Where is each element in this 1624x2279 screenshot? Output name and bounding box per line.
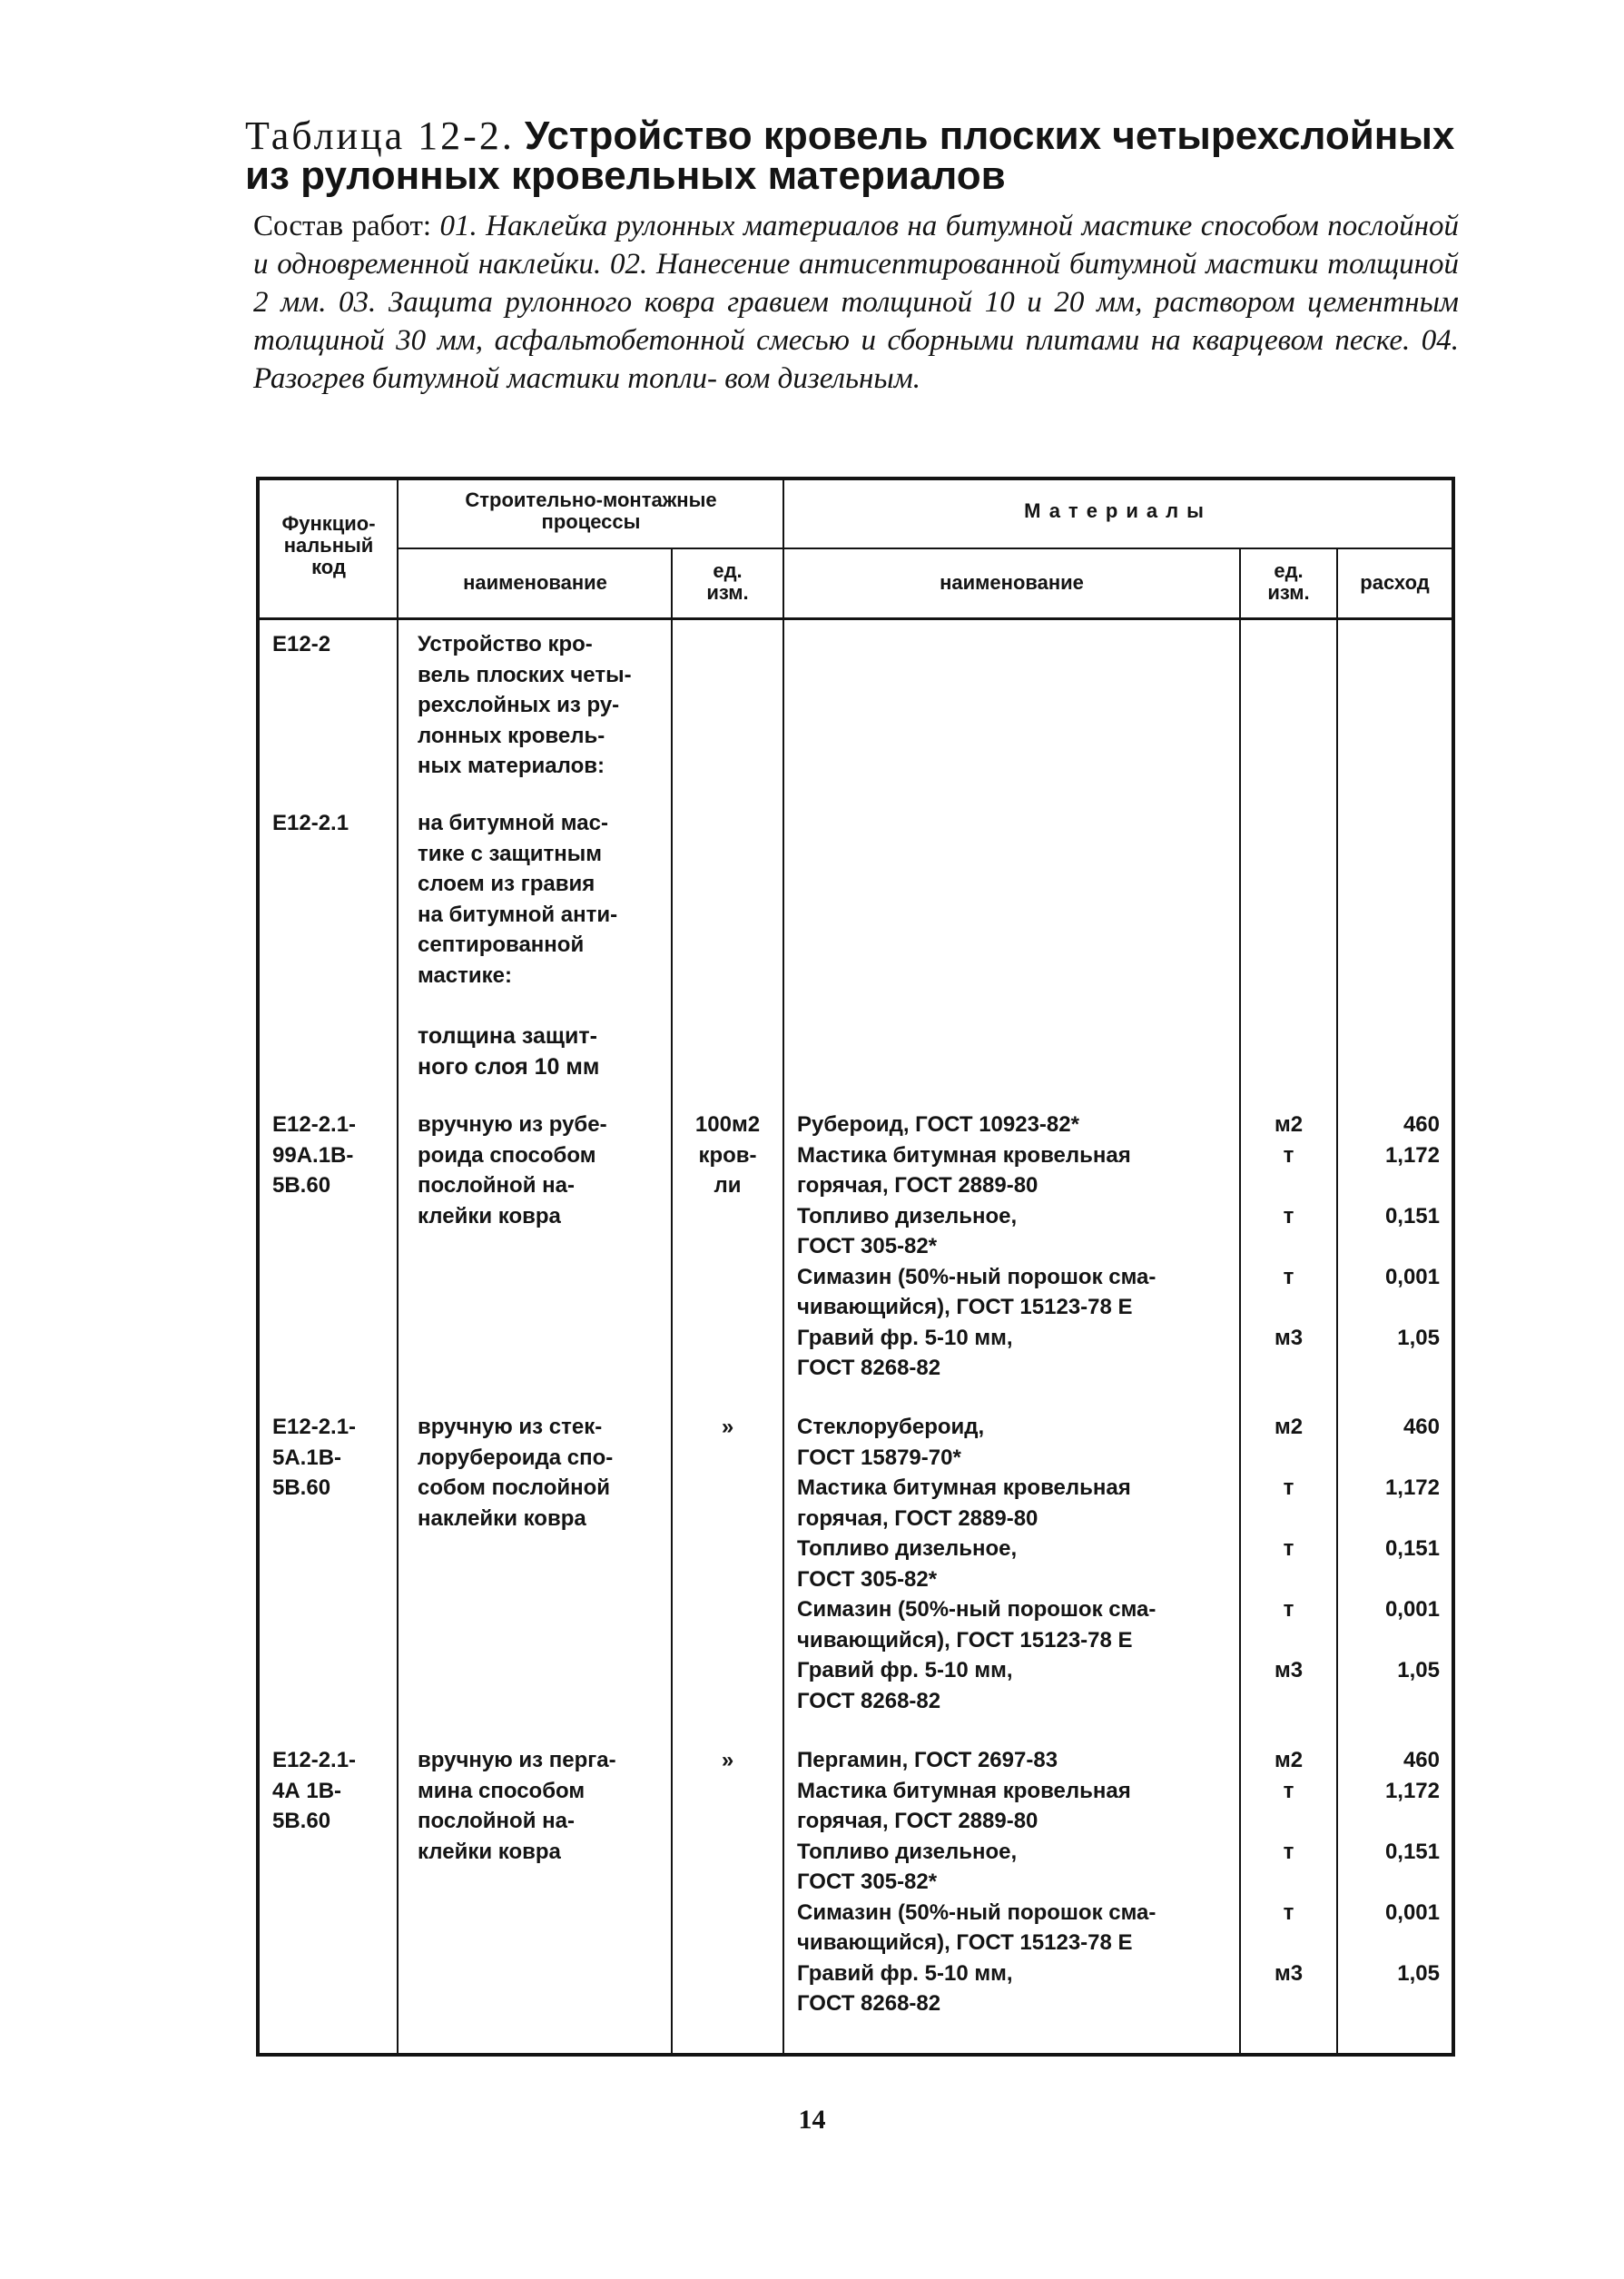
work-line: способом послойной и одновременной наклейки. 02. Нанесение антисептированной [253,210,1459,281]
work-line: и сборными плитами на кварцевом песке. 04. Разогрев битумной мастики топли- [253,324,1460,395]
process-name-cell: на битумной мас- тике с защитным слоем из гравия на битумной анти- септированной мастике: [418,811,618,988]
work-line: битумной мастики толщиной 2 мм. 03. Защита рулонного ковра гравием толщиной [253,248,1459,319]
table-label: Таблица 12-2. [245,113,515,158]
process-unit-cell: » [721,1415,734,1439]
table-border-top [256,477,1455,480]
code-cell: Е12-2 [272,632,331,656]
header-materials: Материалы [1024,499,1212,522]
code-cell: Е12-2.1- 99А.1В- 5В.60 [272,1112,357,1198]
thickness-subheading: толщина защит- ного слоя 10 мм [418,1023,600,1080]
work-line: 10 и 20 мм, раствором цементным толщиной 30 мм, асфальтобетонной смесью [253,286,1459,357]
work-line: 01. Наклейка рулонных материалов на битумной мастике [439,210,1193,242]
material-unit-cell: м2 т т т м3 [1274,1415,1304,1682]
work-label: Состав работ: [253,210,432,242]
table-border-bottom [256,2053,1455,2057]
work-description [253,207,1459,398]
header-mat-amount: расход [1360,571,1430,594]
material-amount-cell: 460 1,172 0,151 0,001 1,05 [1384,1112,1440,1350]
code-cell: Е12-2.1- 5А.1В- 5В.60 [272,1415,357,1500]
material-unit-cell: м2 т т т м3 [1274,1112,1304,1350]
col-line [671,548,673,2057]
process-unit-cell: 100м2 кров- ли [694,1112,761,1198]
table-border-left [256,477,260,2057]
process-unit-cell: » [721,1748,734,1772]
header-mat-unit: ед. изм. [1267,559,1310,604]
table-heading [245,113,1462,198]
material-name-cell: Рубероид, ГОСТ 10923-82* Мастика битумная кровельная горячая, ГОСТ 2889-80 Топливо дизельное, ГОСТ 305-82* Симазин (50%-ный порошок сма- чивающийся), ГОСТ 15123-78 Е Гравий фр. 5-10 мм, ГОСТ 8268-82 [797,1112,1156,1380]
header-mat-name: наименование [940,571,1084,594]
process-name-cell: вручную из стек- лорубероида спо- собом послойной наклейки ковра [418,1415,614,1531]
process-name-cell: вручную из перга- мина способом послойной на- клейки ковра [418,1748,616,1864]
header-proc-name: наименование [463,571,607,594]
norms-table [256,477,1455,2057]
table-title-line2: из рулонных кровельных материалов [245,153,1006,198]
material-amount-cell: 460 1,172 0,151 0,001 1,05 [1384,1415,1440,1682]
table-border-right [1452,477,1455,2057]
process-name-cell: вручную из рубе- роида способом послойной на- клейки ковра [418,1112,607,1228]
col-line [397,477,399,2057]
material-amount-cell: 460 1,172 0,151 0,001 1,05 [1384,1748,1440,1986]
code-cell: Е12-2.1- 4А 1В- 5В.60 [272,1748,357,1833]
page-number: 14 [798,2105,826,2135]
header-processes: Строительно-монтажные процессы [465,488,717,533]
table-title-line1: Устройство кровель плоских четырехслойных [524,113,1455,158]
material-name-cell: Пергамин, ГОСТ 2697-83 Мастика битумная кровельная горячая, ГОСТ 2889-80 Топливо дизельное, ГОСТ 305-82* Симазин (50%-ный порошок сма- чивающийся), ГОСТ 15123-78 Е Гравий фр. 5-10 мм, ГОСТ 8268-82 [797,1748,1156,2016]
code-cell: Е12-2.1 [272,811,349,835]
work-line: вом дизельным. [724,362,921,395]
header-code: Функцио- нальный код [281,512,376,578]
material-unit-cell: м2 т т т м3 [1274,1748,1304,1986]
material-name-cell: Стеклорубероид, ГОСТ 15879-70* Мастика битумная кровельная горячая, ГОСТ 2889-80 Топливо дизельное, ГОСТ 305-82* Симазин (50%-ный порошок сма- чивающийся), ГОСТ 15123-78 Е Гравий фр. 5-10 мм, ГОСТ 8268-82 [797,1415,1156,1713]
header-divider-bottom [256,617,1455,620]
header-divider-mid [397,548,1455,549]
process-name-cell: Устройство кро- вель плоских четы- рехслойных из ру- лонных кровель- ных материалов: [418,632,632,778]
header-proc-unit: ед. изм. [706,559,749,604]
col-line [782,477,784,2057]
